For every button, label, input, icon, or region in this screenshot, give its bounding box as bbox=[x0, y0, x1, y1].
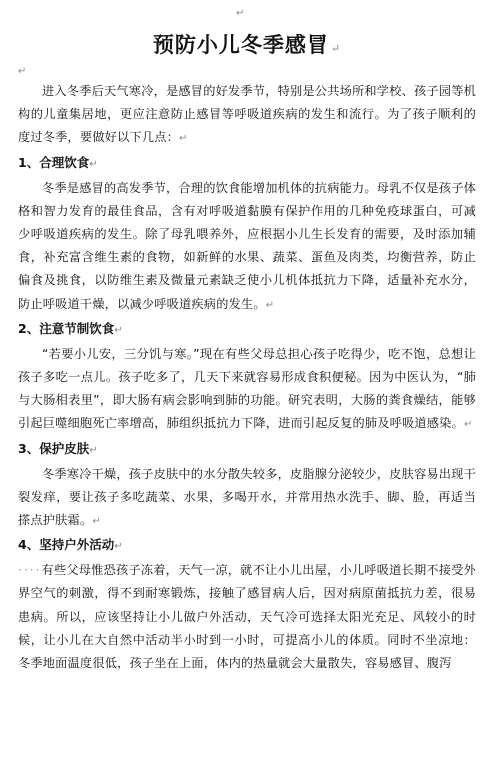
paragraph-mark: ↵ bbox=[463, 419, 473, 431]
leading-dots: ···· bbox=[18, 563, 42, 578]
section-heading-3 bbox=[18, 437, 476, 463]
section-heading-4 bbox=[18, 533, 476, 559]
section-heading-1 bbox=[18, 151, 476, 177]
paragraph-mark: ↵ bbox=[89, 444, 98, 456]
paragraph-mark: ↵ bbox=[236, 8, 245, 19]
body-text: 冬季是感冒的高发季节，合理的饮食能增加机体的抗病能力。母乳不仅是孩子体格和智力发育的最佳食品，含有对呼吸道黏膜有保护作用的几种免疫球蛋白，可减少呼吸道疾病的发生。除了母乳喂养外，应根据小儿生长发育的需要，及时添加辅食，补充富含维生素的食物，如新鲜的水果、蔬菜、蛋鱼及肉类，均衡营养，防止偏食及挑食，以防维生素及微量元素缺乏使小儿机体抵抗力下降，适量补充水分，防止呼吸道干燥，以减少呼吸道疾病的发生。 bbox=[18, 180, 476, 311]
paragraph-mark: ↵ bbox=[89, 158, 98, 170]
intro-paragraph bbox=[18, 80, 476, 151]
section-body-2 bbox=[18, 343, 476, 437]
paragraph-mark: ↵ bbox=[18, 66, 27, 77]
paragraph-mark: ↵ bbox=[265, 299, 275, 311]
paragraph-mark: ↵ bbox=[330, 42, 342, 55]
section-body-3 bbox=[18, 463, 476, 534]
body-text: 有些父母惟恐孩子冻着，天气一凉，就不让小儿出屋，小儿呼吸道长期不接受外界空气的刺激，得不到耐寒锻炼，接触了感冒病人后，因对病原菌抵抗力差，很易患病。所以，应该坚持让小儿做户外活动，天气冷可选择太阳光充足、风较小的时候，让小儿在大自然中活动半小时到一小时，可提高小儿的体质。同时不坐凉地：冬季地面温度很低，孩子坐在上面，体内的热量就会大量散失，容易感冒、腹泻 bbox=[18, 563, 476, 671]
paragraph-mark: ↵ bbox=[114, 324, 123, 336]
paragraph-mark: ↵ bbox=[92, 516, 101, 528]
body-text: 冬季寒冷干燥，孩子皮肤中的水分散失较多，皮脂腺分泌较少，皮肤容易出现干裂发痒，要让孩子多吃蔬菜、水果，多喝开水，并常用热水洗手、脚、脸，再适当搽点护肤霜。 bbox=[18, 466, 476, 528]
section-heading-2 bbox=[18, 317, 476, 343]
section-body-1 bbox=[18, 177, 476, 317]
intro-text: 进入冬季后天气寒冷，是感冒的好发季节，特别是公共场所和学校、孩子园等机构的儿童集居地，更应注意防止感冒等呼吸道疾病的发生和流行。为了孩子顺利的度过冬季，要做好以下几点： bbox=[18, 84, 476, 145]
paragraph-mark: ↵ bbox=[179, 133, 188, 145]
title-text: 预防小儿冬季感冒 bbox=[152, 32, 329, 57]
section-body-4 bbox=[18, 559, 476, 675]
document-title bbox=[18, 30, 476, 60]
body-text: “若要小儿安，三分饥与寒。”现在有些父母总担心孩子吃得少，吃不饱，总想让孩子多吃一点儿。孩子吃多了，几天下来就容易形成食积便秘。因为中医认为，“肺与大肠相表里”，即大肠有病会影响到肺的功能。研究表明，大肠的粪食燥结，能够引起巨噬细胞死亡率增高，肺组织抵抗力下降，进而引起反复的肺及呼吸道感染。 bbox=[18, 346, 476, 431]
heading-text: 2、注意节制饮食 bbox=[18, 320, 115, 336]
heading-text: 1、合理饮食 bbox=[18, 154, 90, 170]
blank-paragraph bbox=[18, 64, 476, 80]
heading-text: 3、保护皮肤 bbox=[18, 440, 90, 456]
paragraph-mark: ↵ bbox=[114, 541, 123, 553]
heading-text: 4、坚持户外活动 bbox=[18, 537, 115, 553]
